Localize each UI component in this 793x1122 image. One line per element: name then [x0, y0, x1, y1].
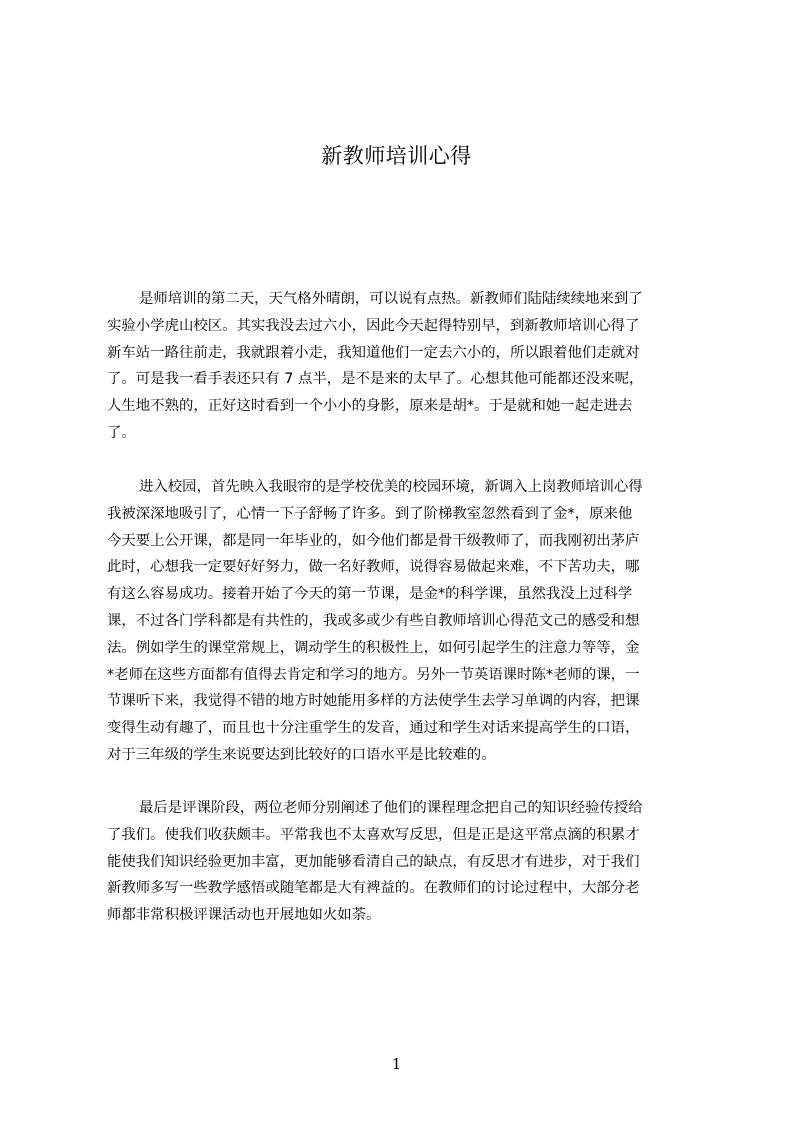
paragraph-line: 节课听下来，我觉得不错的地方时她能用多样的方法使学生去学习单调的内容，把课 — [107, 693, 640, 710]
paragraph-line: 最后是评课阶段，两位老师分别阐述了他们的课程理念把自己的知识经验传授给 — [139, 800, 643, 816]
paragraph-line: 此时，心想我一定要好好努力，做一名好教师，说得容易做起来难，不下苦功夫，哪 — [107, 559, 640, 576]
paragraph-line: 能使我们知识经验更加丰富，更加能够看清自己的缺点，有反思才有进步，对于我们 — [107, 853, 640, 870]
document-title: 新教师培训心得 — [321, 144, 472, 168]
paragraph-line: 法。例如学生的课堂常规上，调动学生的积极性上，如何引起学生的注意力等等，金 — [107, 639, 640, 656]
paragraph-line: 师都非常积极评课活动也开展地如火如荼。 — [107, 907, 381, 924]
paragraph-line: 了。可是我一看手表还只有 7 点半，是不是来的太早了。心想其他可能都还没来呢， — [107, 371, 644, 388]
paragraph-line: 变得生动有趣了，而且也十分注重学生的发音，通过和学生对话来提高学生的口语， — [107, 720, 640, 737]
paragraph-line: 对于三年级的学生来说要达到比较好的口语水平是比较难的。 — [107, 746, 496, 763]
paragraph-line: 新教师多写一些教学感悟或随笔都是大有裨益的。在教师们的讨论过程中，大部分老 — [107, 880, 640, 897]
paragraph-line: 进入校园，首先映入我眼帘的是学校优美的校园环境，新调入上岗教师培训心得 — [139, 479, 643, 495]
page-number: 1 — [391, 1055, 402, 1073]
paragraph-2 — [107, 474, 701, 769]
paragraph-line: 有这么容易成功。接着开始了今天的第一节课，是金*的科学课，虽然我没上过科学 — [107, 586, 633, 603]
paragraph-line: 实验小学虎山校区。其实我没去过六小，因此今天起得特别早，到新教师培训心得了 — [107, 317, 640, 334]
paragraph-line: 是师培训的第二天，天气格外晴朗，可以说有点热。新教师们陆陆续续地来到了 — [139, 291, 643, 307]
paragraph-line: 了我们。使我们收获颇丰。平常我也不太喜欢写反思，但是正是这平常点滴的积累才 — [107, 826, 640, 843]
paragraph-line: 我被深深地吸引了，心情一下子舒畅了许多。到了阶梯教室忽然看到了金*，原来他 — [107, 505, 633, 522]
paragraph-1 — [107, 286, 701, 447]
paragraph-line: 人生地不熟的，正好这时看到一个小小的身影，原来是胡*。于是就和她一起走进去 — [107, 398, 633, 415]
paragraph-line: 了。 — [107, 424, 136, 441]
paragraph-line: 今天要上公开课，都是同一年毕业的，如今他们都是骨干级教师了，而我刚初出茅庐 — [107, 532, 640, 549]
paragraph-line: 课，不过各门学科都是有共性的，我或多或少有些自教师培训心得范文己的感受和想 — [107, 612, 640, 629]
paragraph-line: *老师在这些方面都有值得去肯定和学习的地方。另外一节英语课时陈*老师的课，一 — [107, 666, 640, 683]
paragraph-3 — [107, 795, 701, 929]
paragraph-line: 新车站一路往前走，我就跟着小走，我知道他们一定去六小的，所以跟着他们走就对 — [107, 344, 640, 361]
